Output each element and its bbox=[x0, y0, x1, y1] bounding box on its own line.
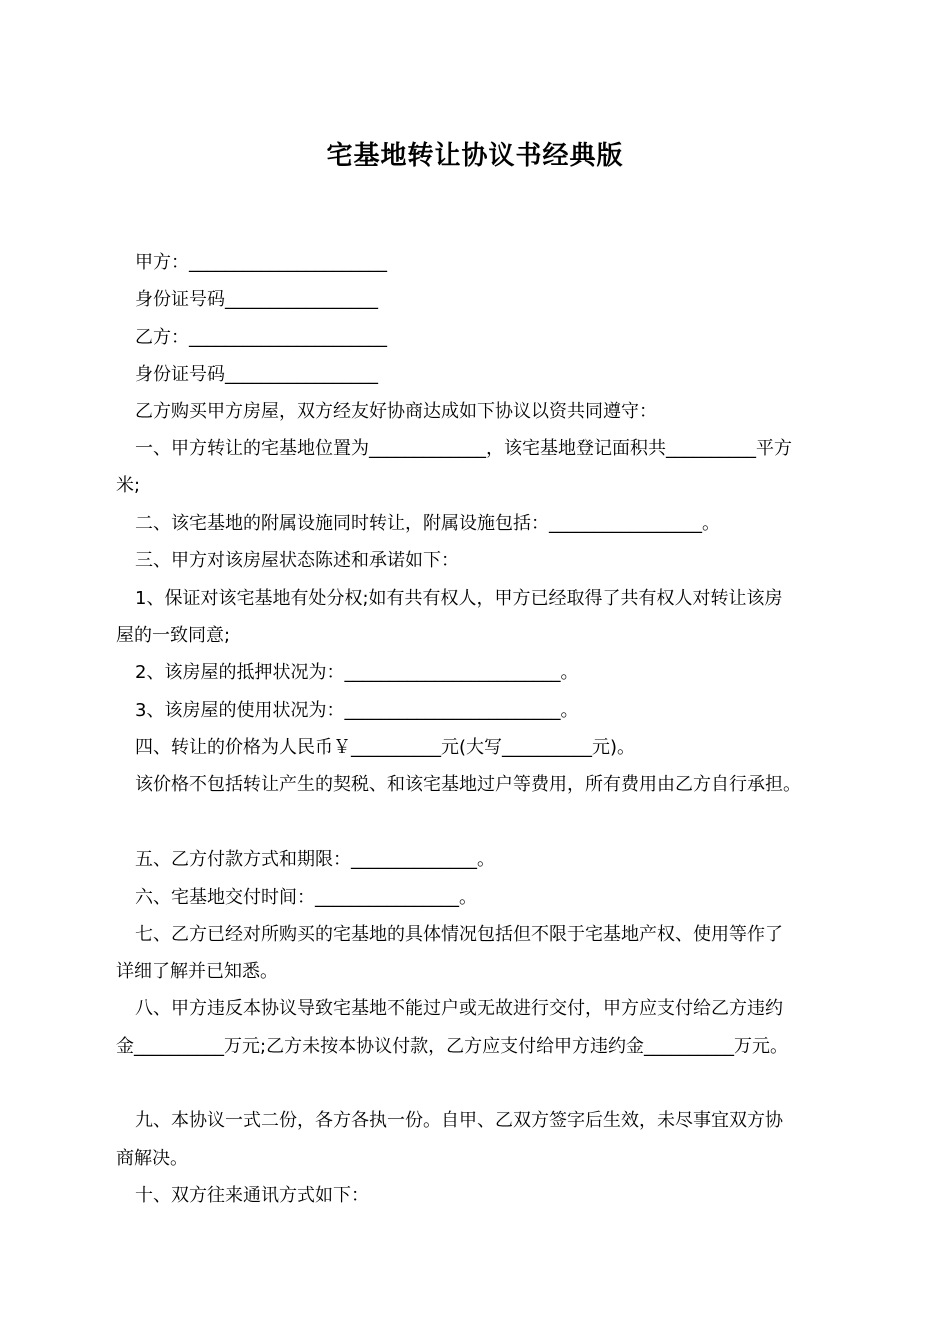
clause-8-line-2: 金__________万元;乙方未按本协议付款，乙方应支付给甲方违约金__________万元。 bbox=[116, 1036, 789, 1057]
clause-8-line-1: 八、甲方违反本协议导致宅基地不能过户或无故进行交付，甲方应支付给乙方违约 bbox=[135, 998, 783, 1019]
clause-10-line: 十、双方往来通讯方式如下： bbox=[135, 1185, 369, 1206]
document-title: 宅基地转让协议书经典版 bbox=[326, 141, 624, 171]
clause-4-line: 四、转让的价格为人民币￥__________元(大写__________元)。 bbox=[135, 737, 636, 758]
clause-9-line-2: 商解决。 bbox=[116, 1148, 188, 1169]
clause-1-line-2: 米; bbox=[116, 475, 141, 496]
clause-3-item-1-line-1: 1、保证对该宅基地有处分权;如有共有权人，甲方已经取得了共有权人对转让该房 bbox=[135, 588, 783, 609]
clause-3-line: 三、甲方对该房屋状态陈述和承诺如下： bbox=[135, 550, 459, 571]
clause-2-line: 二、该宅基地的附属设施同时转让，附属设施包括：_________________。 bbox=[135, 513, 720, 534]
clause-3-item-3-line: 3、该房屋的使用状况为：________________________。 bbox=[135, 700, 579, 721]
party-a-id-line: 身份证号码_________________ bbox=[135, 289, 378, 310]
preamble-paragraph: 乙方购买甲方房屋，双方经友好协商达成如下协议以资共同遵守： bbox=[135, 401, 657, 422]
clause-4-note-line: 该价格不包括转让产生的契税、和该宅基地过户等费用，所有费用由乙方自行承担。 bbox=[135, 774, 801, 795]
party-b-id-line: 身份证号码_________________ bbox=[135, 364, 378, 385]
clause-3-item-1-line-2: 屋的一致同意; bbox=[116, 625, 231, 646]
clause-7-line-2: 详细了解并已知悉。 bbox=[116, 961, 278, 982]
party-b-line: 乙方：______________________ bbox=[135, 327, 387, 348]
clause-7-line-1: 七、乙方已经对所购买的宅基地的具体情况包括但不限于宅基地产权、使用等作了 bbox=[135, 924, 783, 945]
clause-9-line-1: 九、本协议一式二份，各方各执一份。自甲、乙双方签字后生效，未尽事宜双方协 bbox=[135, 1110, 783, 1131]
clause-1-line-1: 一、甲方转让的宅基地位置为_____________，该宅基地登记面积共__________平方 bbox=[135, 438, 792, 459]
clause-3-item-2-line: 2、该房屋的抵押状况为：________________________。 bbox=[135, 662, 579, 683]
clause-6-line: 六、宅基地交付时间：________________。 bbox=[135, 887, 477, 908]
clause-5-line: 五、乙方付款方式和期限：______________。 bbox=[135, 849, 495, 870]
party-a-line: 甲方：______________________ bbox=[135, 252, 387, 273]
